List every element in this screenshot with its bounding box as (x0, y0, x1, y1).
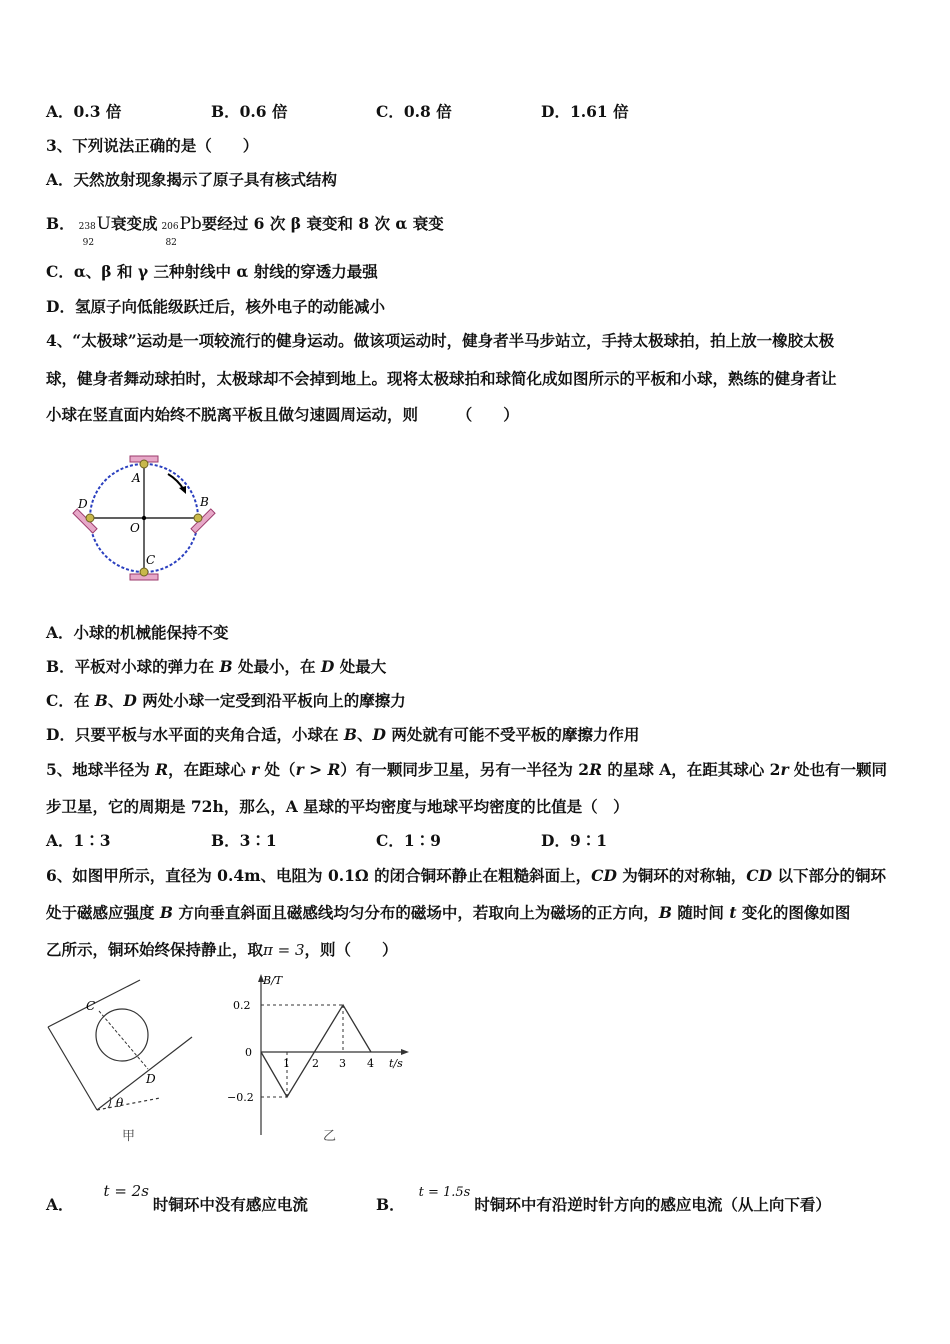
y-tick-neg: −0.2 (227, 1091, 254, 1104)
label-c: C (146, 553, 156, 567)
label-b: B (200, 495, 209, 509)
x-axis-label: t/s (389, 1057, 403, 1070)
x-tick-3: 3 (339, 1057, 346, 1070)
x-tick-1: 1 (283, 1057, 290, 1070)
x-tick-4: 4 (367, 1057, 374, 1070)
y-tick-zero: 0 (245, 1046, 252, 1059)
q4-stem-line3: 小球在竖直面内始终不脱离平板且做匀速圆周运动，则 （ ） (46, 405, 519, 424)
q6-stem-line1: 6、如图甲所示，直径为 0.4m、电阻为 0.1Ω 的闭合铜环静止在粗糙斜面上，CD 为铜环的对称轴，CD 以下部分的铜环 (46, 866, 886, 885)
q5-option-d: D．9∶1 (541, 831, 608, 850)
taiji-ball-figure (70, 448, 220, 588)
q5-option-c: C．1∶9 (376, 831, 441, 850)
label-o: O (130, 521, 140, 535)
q5-stem-line1: 5、地球半径为 R，在距球心 r 处（r > R）有一颗同步卫星，另有一半径为 2R 的星球 A，在距其球心 2r 处也有一颗同 (46, 760, 888, 779)
q3-stem: 3、下列说法正确的是（ ） (46, 136, 259, 155)
label-d: D (78, 497, 88, 511)
q6-option-a: A．t = 2s时铜环中没有感应电流 (46, 1182, 308, 1214)
q6-option-b: B．$^{t = 1.5s}$时铜环中有沿逆时针方向的感应电流（从上向下看） (376, 1185, 831, 1214)
b-curve (261, 1005, 371, 1097)
copper-ring-incline-figure (40, 975, 210, 1150)
q6-stem-line2: 处于磁感应强度 B 方向垂直斜面且磁感线均匀分布的磁场中，若取向上为磁场的正方向，B 随时间 t 变化的图像如图 (46, 903, 851, 922)
q5-option-b: B．3∶1 (211, 831, 277, 850)
label-a: A (132, 471, 141, 485)
q4-stem-line2: 球，健身者舞动球拍时，太极球却不会掉到地上。现将太极球拍和球简化成如图所示的平板和小球，熟练的健身者让 (46, 369, 837, 388)
caption-jia: 甲 (122, 1129, 136, 1144)
label-d: D (146, 1072, 156, 1086)
q4-option-d: D．只要平板与水平面的夹角合适，小球在 B、D 两处就有可能不受平板的摩擦力作用 (46, 725, 640, 744)
q4-stem-line1: 4、“太极球”运动是一项较流行的健身运动。做该项运动时，健身者半马步站立，手持太极球拍，拍上放一橡胶太极 (46, 331, 835, 350)
q3-option-a: A．天然放射现象揭示了原子具有核式结构 (46, 170, 338, 189)
q2-option-b: B．0.6 倍 (211, 102, 288, 121)
q2-option-c: C．0.8 倍 (376, 102, 452, 121)
q3-option-c: C．α、β 和 γ 三种射线中 α 射线的穿透力最强 (46, 262, 378, 281)
plate-right (191, 509, 215, 533)
b-t-graph (225, 970, 415, 1150)
q2-option-d: D．1.61 倍 (541, 102, 629, 121)
q3-option-b: B． 238 92 U衰变成 206 82 Pb要经过 6 次 β 衰变和 8 次 α 衰变 (46, 214, 444, 248)
x-tick-2: 2 (312, 1057, 319, 1070)
q4-option-b: B．平板对小球的弹力在 B 处最小，在 D 处最大 (46, 657, 387, 676)
q6-stem-line3: 乙所示，铜环始终保持静止，取π = 3，则（ ） (46, 940, 398, 959)
label-theta: θ (116, 1096, 124, 1110)
q3-option-d: D．氢原子向低能级跃迁后，核外电子的动能减小 (46, 297, 385, 316)
q4-option-c: C．在 B、D 两处小球一定受到沿平板向上的摩擦力 (46, 691, 406, 710)
plate-left (73, 509, 97, 533)
y-tick-pos: 0.2 (233, 999, 251, 1012)
label-c: C (86, 999, 96, 1013)
q5-stem-line2: 步卫星，它的周期是 72h，那么，A 星球的平均密度与地球平均密度的比值是（ ） (46, 797, 629, 816)
q4-option-a: A．小球的机械能保持不变 (46, 623, 229, 642)
q2-option-a: A．0.3 倍 (46, 102, 122, 121)
axis-cd (99, 1011, 148, 1069)
y-axis-label: B/T (263, 974, 283, 987)
caption-yi: 乙 (323, 1129, 337, 1144)
q5-option-a: A．1∶3 (46, 831, 111, 850)
